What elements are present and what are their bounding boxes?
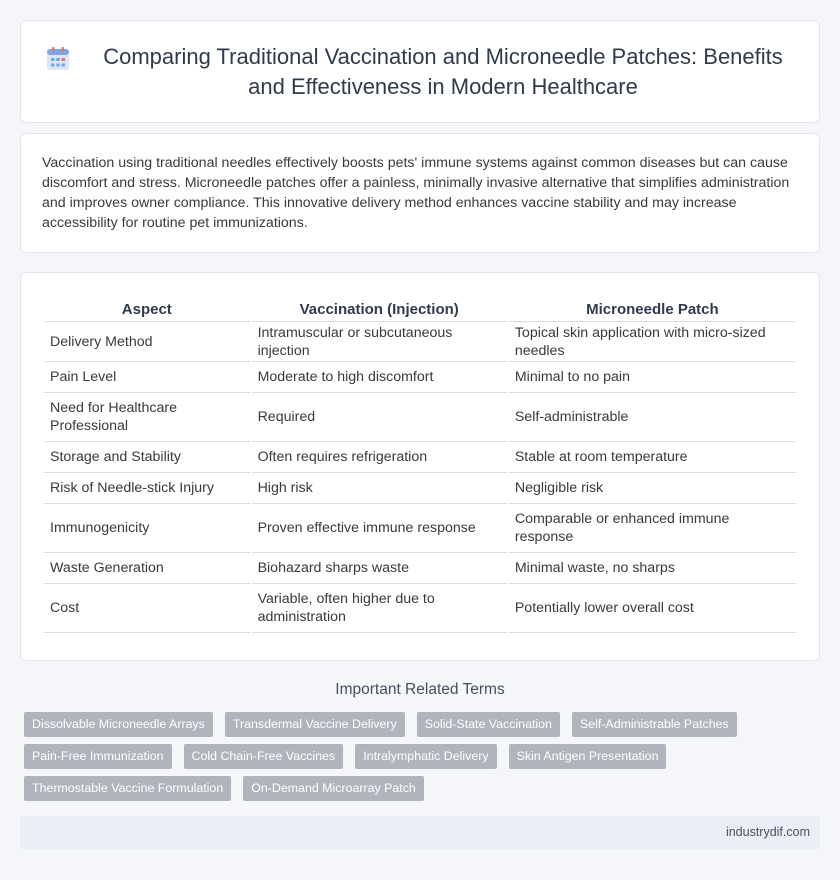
cell-injection: Often requires refrigeration xyxy=(252,442,507,473)
table-row xyxy=(44,504,796,553)
cell-injection: Proven effective immune response xyxy=(252,504,507,553)
table-row xyxy=(44,322,796,362)
header-patch: Microneedle Patch xyxy=(509,295,796,322)
footer-site-link[interactable]: industrydif.com xyxy=(725,825,810,839)
cell-aspect: Need for Healthcare Professional xyxy=(44,393,250,442)
table-header-row xyxy=(44,295,796,322)
term-tag[interactable]: On-Demand Microarray Patch xyxy=(243,776,424,801)
cell-patch: Self-administrable xyxy=(509,393,796,442)
cell-patch: Topical skin application with micro-sized needles xyxy=(509,322,796,362)
header-card xyxy=(20,20,820,123)
term-tag[interactable]: Skin Antigen Presentation xyxy=(509,744,667,769)
cell-aspect: Immunogenicity xyxy=(44,504,250,553)
related-terms-tags xyxy=(20,712,820,808)
table-row xyxy=(44,584,796,633)
cell-patch: Potentially lower overall cost xyxy=(509,584,796,633)
cell-aspect: Pain Level xyxy=(44,362,250,393)
title-wrap xyxy=(21,21,819,122)
intro-card xyxy=(20,133,820,253)
cell-patch: Minimal waste, no sharps xyxy=(509,553,796,584)
term-tag[interactable]: Thermostable Vaccine Formulation xyxy=(24,776,231,801)
intro-paragraph: Vaccination using traditional needles effectively boosts pets' immune systems against common diseases but can cause discomfort and stress. Microneedle patches offer a painless, minimally invasive alternative that simplifies administration and improves owner compliance. This innovative delivery method enhances vaccine stability and may increase accessibility for routine pet immunizations. xyxy=(42,155,790,231)
term-tag[interactable]: Pain-Free Immunization xyxy=(24,744,172,769)
cell-injection: Required xyxy=(252,393,507,442)
term-tag[interactable]: Self-Administrable Patches xyxy=(572,712,737,737)
cell-aspect: Risk of Needle-stick Injury xyxy=(44,473,250,504)
term-tag[interactable]: Transdermal Vaccine Delivery xyxy=(225,712,405,737)
cell-patch: Comparable or enhanced immune response xyxy=(509,504,796,553)
cell-aspect: Storage and Stability xyxy=(44,442,250,473)
cell-injection: Variable, often higher due to administration xyxy=(252,584,507,633)
table-row xyxy=(44,442,796,473)
cell-aspect: Cost xyxy=(44,584,250,633)
term-tag[interactable]: Intralymphatic Delivery xyxy=(355,744,496,769)
table-row xyxy=(44,362,796,393)
comparison-table xyxy=(42,295,798,633)
cell-injection: Intramuscular or subcutaneous injection xyxy=(252,322,507,362)
cell-patch: Minimal to no pain xyxy=(509,362,796,393)
cell-aspect: Delivery Method xyxy=(44,322,250,362)
term-tag[interactable]: Cold Chain-Free Vaccines xyxy=(184,744,344,769)
header-aspect: Aspect xyxy=(44,295,250,322)
cell-patch: Negligible risk xyxy=(509,473,796,504)
related-terms-title: Important Related Terms xyxy=(335,681,505,698)
footer xyxy=(20,816,820,849)
term-tag[interactable]: Solid-State Vaccination xyxy=(417,712,560,737)
cell-injection: Biohazard sharps waste xyxy=(252,553,507,584)
table-row xyxy=(44,393,796,442)
cell-aspect: Waste Generation xyxy=(44,553,250,584)
calendar-icon xyxy=(45,46,71,72)
header-injection: Vaccination (Injection) xyxy=(252,295,507,322)
table-row xyxy=(44,473,796,504)
cell-patch: Stable at room temperature xyxy=(509,442,796,473)
page-title: Comparing Traditional Vaccination and Microneedle Patches: Benefits and Effectiveness in Modern Healthcare xyxy=(103,43,783,99)
cell-injection: High risk xyxy=(252,473,507,504)
table-row xyxy=(44,553,796,584)
term-tag[interactable]: Dissolvable Microneedle Arrays xyxy=(24,712,213,737)
comparison-table-card xyxy=(20,272,820,661)
cell-injection: Moderate to high discomfort xyxy=(252,362,507,393)
